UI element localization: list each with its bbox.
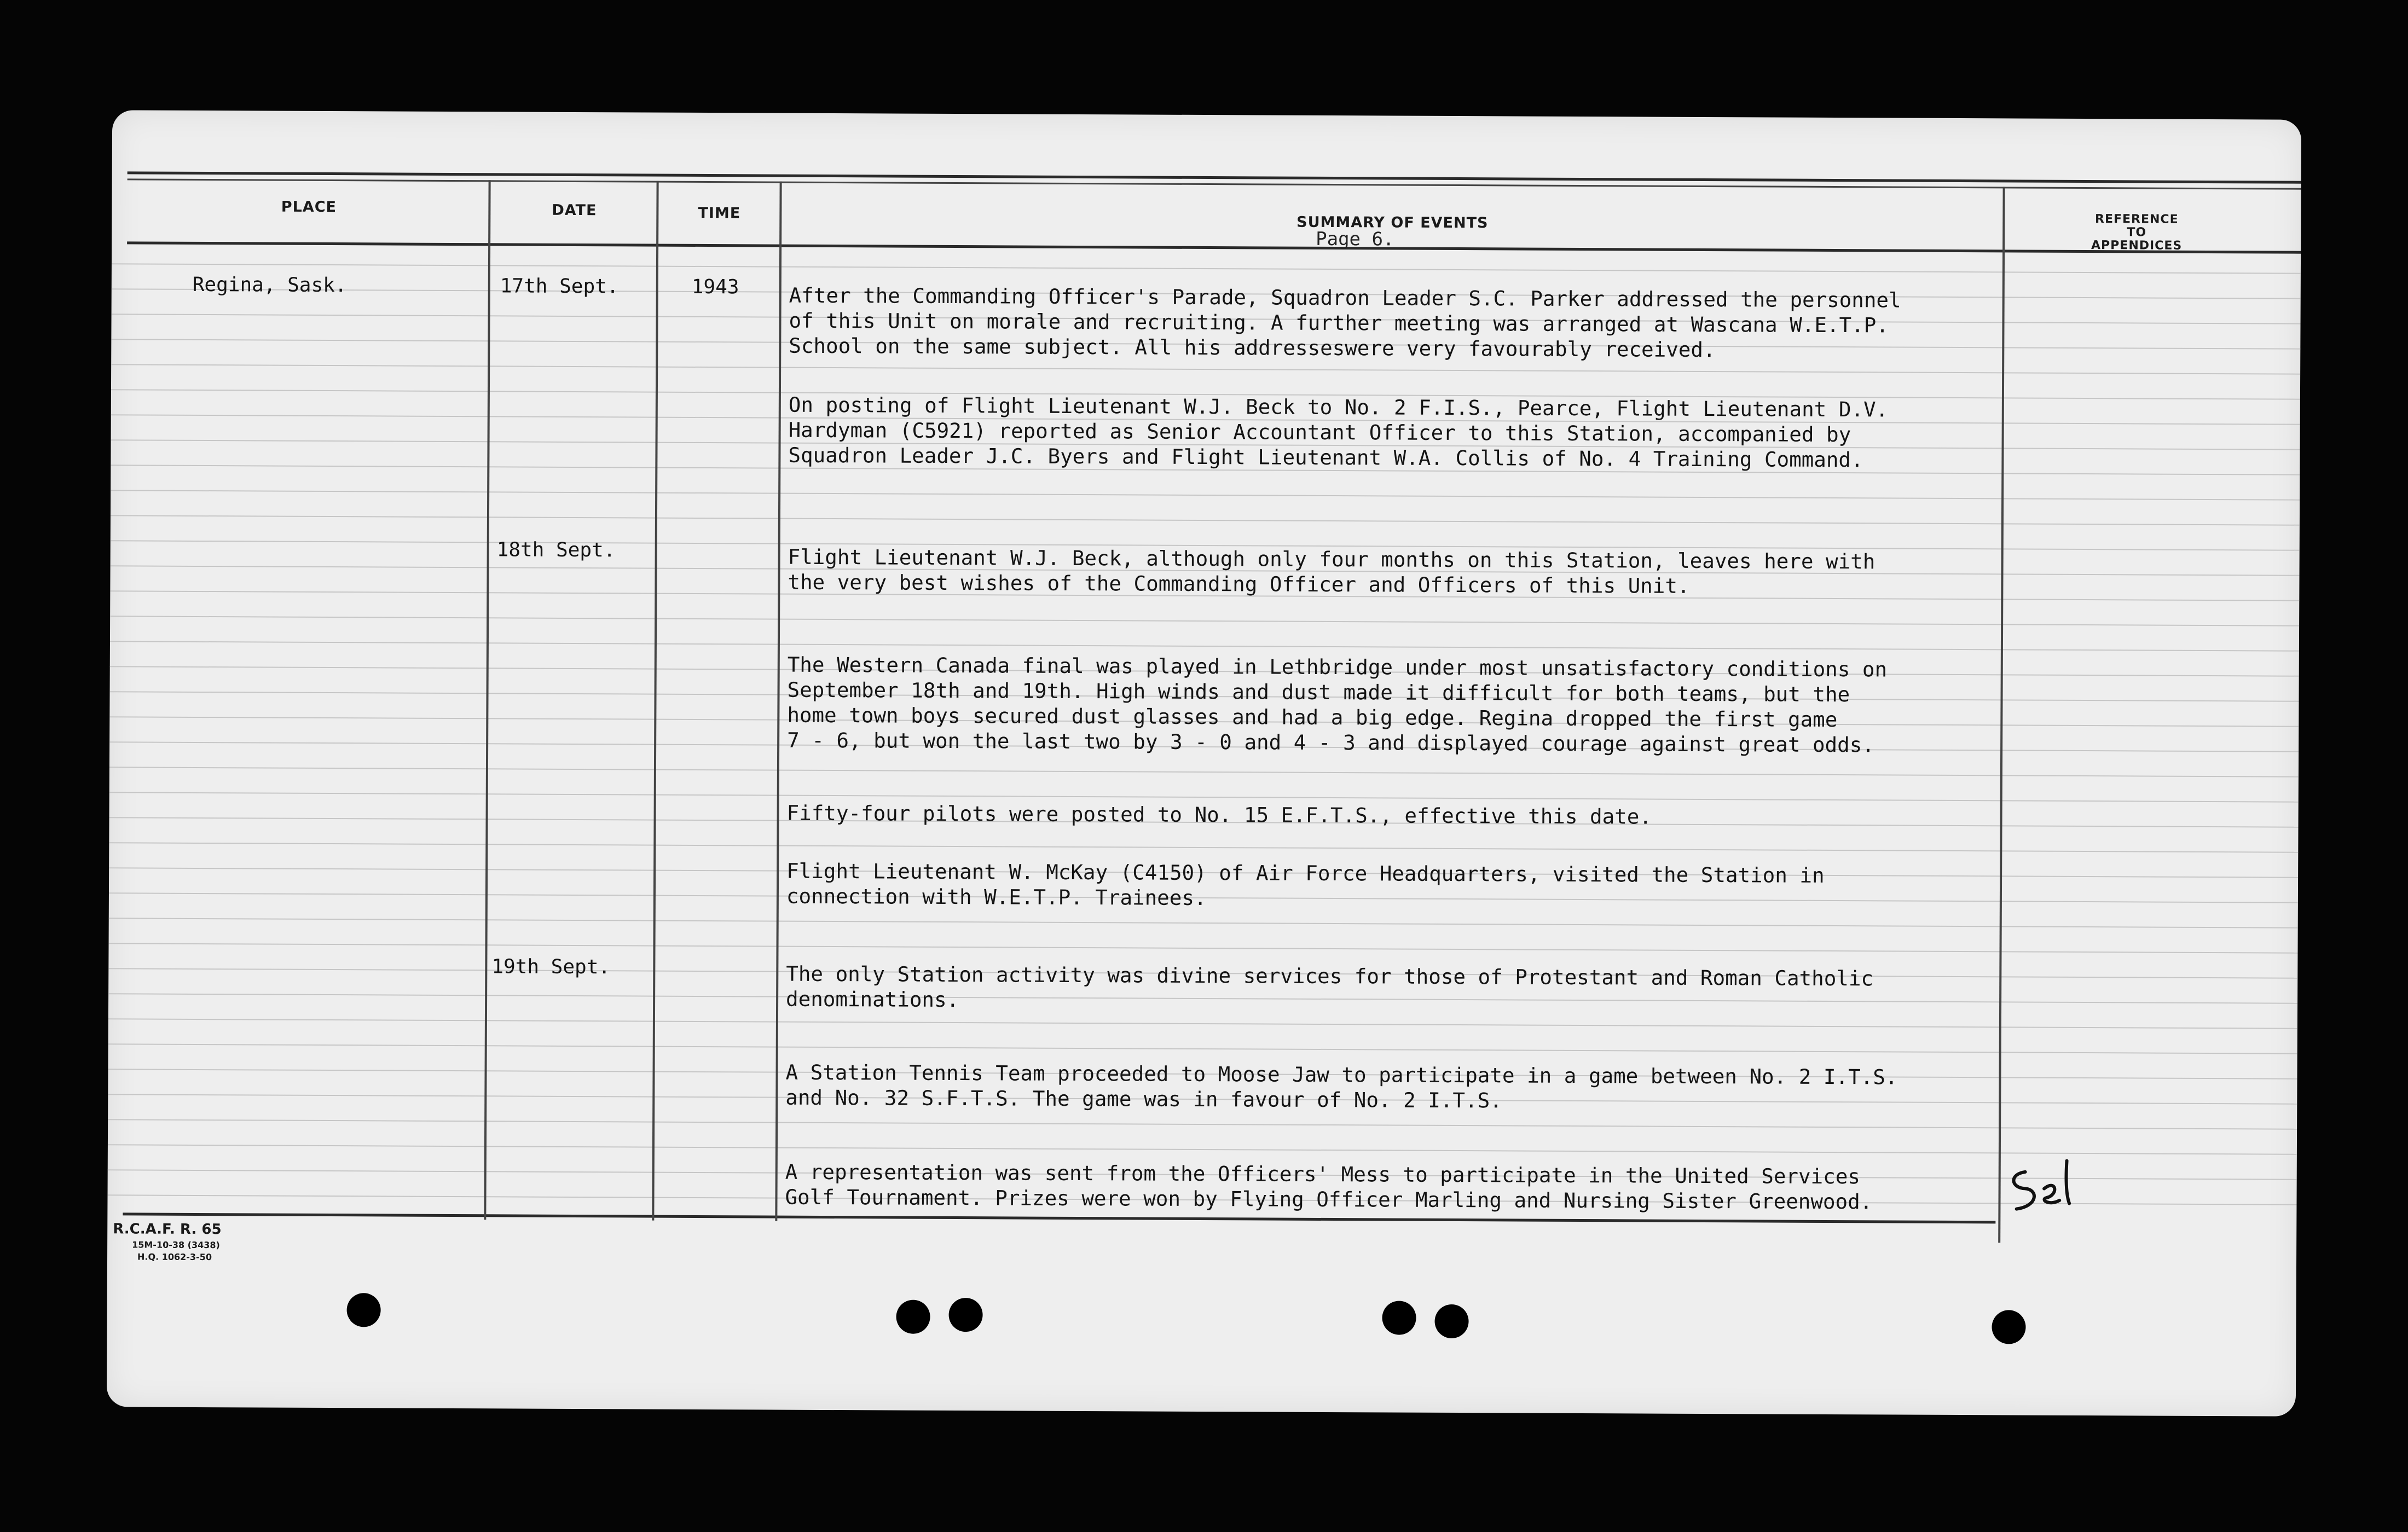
entry-line: Squadron Leader J.C. Byers and Flight Lieutenant W.A. Collis of No. 4 Training Command. [788,443,1863,472]
ruled-line [109,792,2299,802]
ruled-line [109,842,2298,852]
entry-line: Golf Tournament. Prizes were won by Flying Officer Marling and Nursing Sister Greenwood. [785,1185,1873,1214]
date-cell-18th: 18th Sept. [496,538,616,562]
initials-signature [2002,1153,2093,1236]
col-sep-date-time [652,181,658,1221]
entry-line: School on the same subject. All his addresseswere very favourably received. [789,333,1716,362]
header-time: TIME [698,204,741,222]
punch-hole [346,1293,380,1327]
col-sep-time-summary [775,182,782,1221]
ruled-line [110,616,2299,626]
entry-line: and No. 32 S.F.T.S. The game was in favour of No. 2 I.T.S. [785,1085,1502,1113]
ruled-line [108,1144,2297,1154]
punch-hole [896,1300,930,1334]
entry-line: the very best wishes of the Commanding Officer and Officers of this Unit. [788,570,1690,598]
ruled-line [110,641,2299,651]
header-reference-line-3: APPENDICES [2091,239,2183,253]
header-place: PLACE [281,198,337,216]
ruled-line [111,364,2300,374]
ruled-lines [112,110,2301,119]
place-cell: Regina, Sask. [192,273,347,297]
header-summary: SUMMARY OF EVENTS [1296,213,1489,232]
time-cell: 1943 [691,275,739,299]
ruled-line [109,918,2298,928]
entry-paragraph [785,1159,1872,1215]
ruled-line [111,490,2300,500]
entry-line: connection with W.E.T.P. Trainees. [786,884,1207,910]
entry-paragraph [788,544,1875,600]
entry-line: On posting of Flight Lieutenant W.J. Beck to No. 2 F.I.S., Pearce, Flight Lieutenant D.V. [788,392,1889,422]
entry-line: Hardyman (C5921) reported as Senior Accountant Officer to this Station, accompanied by [788,417,1851,447]
signature-drawing [2002,1153,2091,1223]
entry-line: September 18th and 19th. High winds and dust made it difficult for both teams, but the [787,677,1850,707]
punch-hole [1992,1310,2025,1344]
form-code: R.C.A.F. R. 65 [113,1221,222,1238]
entry-line: Flight Lieutenant W. McKay (C4150) of Air Force Headquarters, visited the Station in [786,858,1825,887]
form-bottom-rule [123,1212,1995,1223]
entry-line: The Western Canada final was played in Lethbridge under most unsatisfactory conditions on [787,652,1888,682]
punch-hole [948,1298,982,1332]
header-top-rule [128,171,2301,183]
entry-paragraph [785,1060,1897,1115]
entry-paragraph [788,392,1888,473]
entry-paragraph [787,652,1887,758]
entry-paragraph [786,858,1825,913]
punch-hole [1382,1301,1416,1334]
form-card [107,110,2301,1416]
date-cell-19th: 19th Sept. [491,955,611,979]
ruled-line [109,943,2298,953]
entry-paragraph [786,800,1652,829]
col-sep-summary-ref [1998,187,2005,1243]
header-reference [2005,212,2268,253]
entry-line: A Station Tennis Team proceeded to Moose Jaw to participate in a game between No. 2 I.T.S. [785,1060,1898,1089]
entry-line: of this Unit on morale and recruiting. A further meeting was arranged at Wascana W.E.T.P. [789,308,1889,338]
entry-line: After the Commanding Officer's Parade, Squadron Leader S.C. Parker addressed the personnel [789,283,1901,312]
date-cell-17th: 17th Sept. [500,275,619,298]
ruled-line [108,1119,2297,1129]
entry-paragraph [789,283,1901,363]
entry-line: denominations. [786,986,959,1012]
ruled-line [108,1018,2297,1029]
ruled-line [108,1043,2297,1054]
entry-line: A representation was sent from the Officers' Mess to participate in the United Services [785,1159,1861,1189]
entry-line: Flight Lieutenant W.J. Beck, although only four months on this Station, leaves here with [788,544,1876,574]
entry-line: 7 - 6, but won the last two by 3 - 0 and 4 - 3 and displayed courage against great odds. [787,728,1875,757]
header-bottom-rule [127,241,2301,253]
header-reference-line-2: TO [2127,225,2147,240]
col-sep-place-date [484,180,490,1220]
form-print-line-2: H.Q. 1062-3-50 [137,1251,212,1263]
page-number: Page 6. [1316,228,1394,251]
header-reference-line-1: REFERENCE [2095,212,2179,227]
ruled-line [109,767,2299,777]
punch-hole [1434,1304,1468,1338]
entry-line: home town boys secured dust glasses and had a big edge. Regina dropped the first game [787,703,1838,732]
entry-line: Fifty-four pilots were posted to No. 15 E.F.T.S., effective this date. [786,800,1652,829]
entry-paragraph [786,961,1873,1017]
form-print-line-1: 15M-10-38 (3438) [132,1239,220,1251]
entry-line: The only Station activity was divine services for those of Protestant and Roman Catholic [786,961,1874,991]
ruled-line [111,515,2300,525]
header-date: DATE [552,201,597,219]
ruled-line [112,263,2301,274]
